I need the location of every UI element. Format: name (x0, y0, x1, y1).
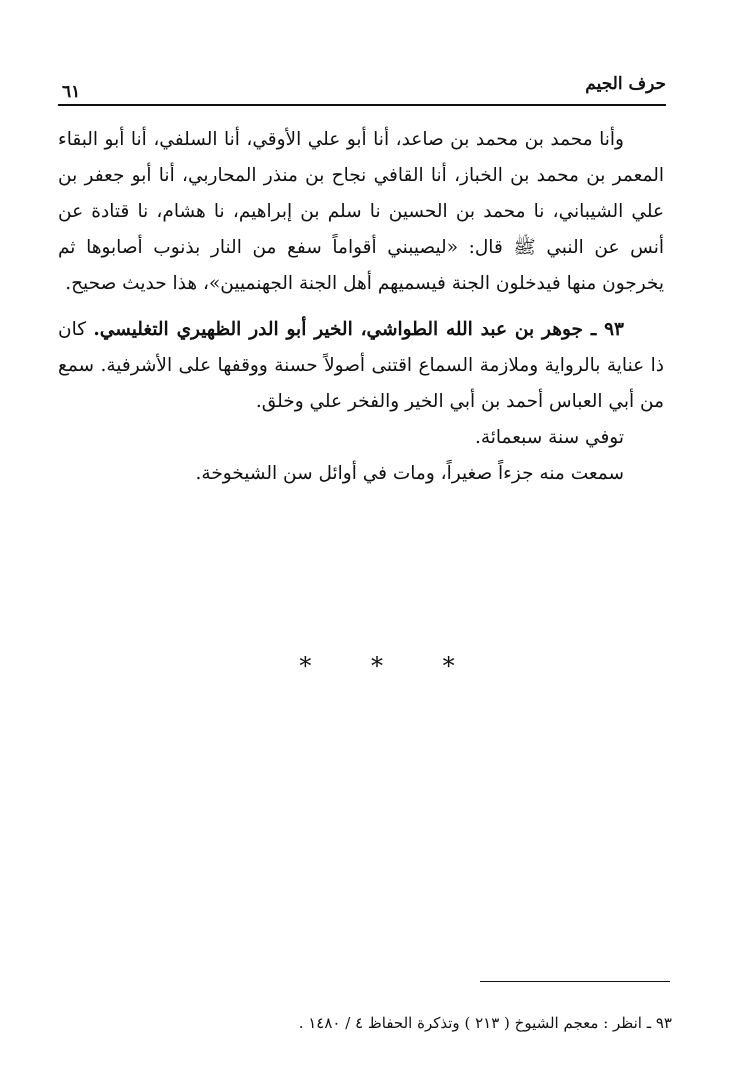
entry-heading: ٩٣ ـ جوهر بن عبد الله الطواشي، الخير أبو الدر الظهيري التغليسي. (93, 319, 624, 340)
death-line: توفي سنة سبعمائة. (474, 427, 624, 448)
footnote-rule (480, 981, 670, 982)
isnad-paragraph: وأنا محمد بن محمد بن صاعد، أنا أبو علي الأوقي، أنا السلفي، أنا أبو البقاء المعمر بن محمد بن الخباز، أنا القافي نجاح بن منذر المحاربي، أنا أبو جعفر بن علي الشيباني، نا محمد بن الحسين نا سلم بن إبراهيم، نا هشام، نا قتادة عن أنس عن النبي ﷺ قال: «ليصيبني أقواماً سفع من النار بذنوب أصابوها ثم يخرجون منها فيدخلون الجنة فيسميهم أهل الجنة الجهنميين»، هذا حديث صحيح. (58, 129, 664, 294)
main-text (58, 122, 664, 492)
biography-entry (58, 312, 664, 420)
section-separator: * * * (299, 652, 481, 680)
header-rule (58, 104, 666, 106)
footnote: ٩٣ ـ انظر : معجم الشيوخ ( ٢١٣ ) وتذكرة الحفاظ ٤ / ١٤٨٠ . (298, 1014, 672, 1032)
page-number: ٦١ (62, 82, 81, 102)
running-title: حرف الجيم (585, 74, 666, 94)
paragraph-gap (58, 302, 664, 312)
heard-line: سمعت منه جزءاً صغيراً، ومات في أوائل سن الشيخوخة. (195, 463, 624, 484)
page-header (58, 74, 666, 108)
entry-text: كان ذا عناية بالرواية وملازمة السماع اقتنى أصولاً حسنة ووقفها على الأشرفية. سمع من أبي العباس أحمد بن أبي الخير والفخر علي وخلق. (58, 319, 664, 412)
